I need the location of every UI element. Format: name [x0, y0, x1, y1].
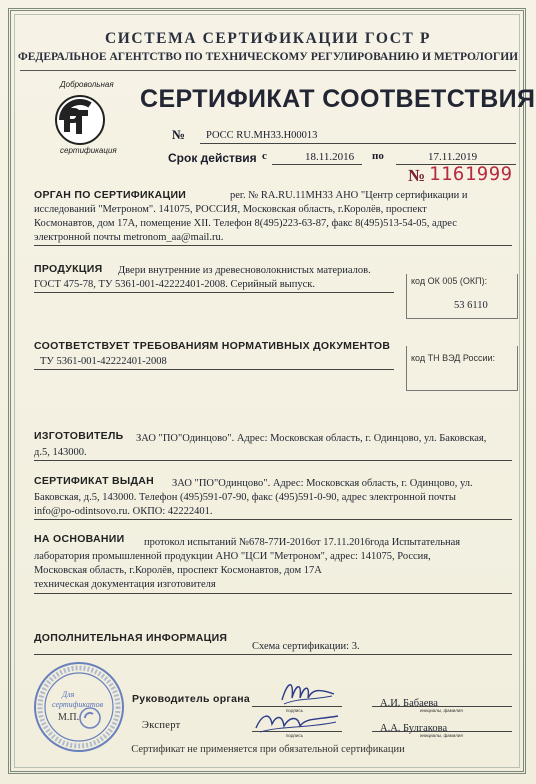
number-sign: №: [172, 127, 186, 142]
product-underline: [34, 292, 394, 293]
stamp-text-1: Для: [62, 690, 75, 699]
stamp-mp: М.П.: [58, 712, 80, 723]
certificate-title: СЕРТИФИКАТ СООТВЕТСТВИЯ: [140, 85, 536, 113]
head-signature-icon: [278, 676, 338, 708]
manufacturer-line-1: ЗАО "ПО"Одинцово". Адрес: Московская область, г. Одинцово, ул. Баковская,: [136, 433, 487, 444]
serial-number: 1161999: [429, 163, 513, 185]
certification-stamp: [32, 660, 126, 754]
basis-line-1: протокол испытаний №678-77И-2016от 17.11.2016года Испытательная: [144, 537, 461, 548]
validity-from-label: с: [262, 150, 267, 162]
basis-heading: НА ОСНОВАНИИ: [34, 533, 125, 545]
basis-line-2: лаборатория промышленной продукции АНО "ЦСИ "Метроном", адрес: 141075, Россия,: [34, 551, 431, 562]
validity-to-label: по: [372, 150, 384, 162]
issued-to-line-3: info@po-odintsovo.ru. ОКПО: 42222401.: [34, 506, 213, 517]
logo-top-caption: Добровольная: [60, 80, 114, 89]
head-of-organ-label: Руководитель органа: [132, 693, 251, 705]
basis-line-3: Московская область, г.Королёв, проспект Космонавтов, дом 17А: [34, 565, 322, 576]
manufacturer-heading: ИЗГОТОВИТЕЛЬ: [34, 430, 124, 442]
organ-line-2: исследований "Метроном". 141075, РОССИЯ, Московская область, г.Королёв, проспект: [34, 204, 427, 215]
expert-label: Эксперт: [142, 720, 181, 731]
organ-underline: [34, 245, 512, 246]
conformity-line-1: ТУ 5361-001-42222401-2008: [40, 356, 167, 367]
tnved-label: код ТН ВЭД России:: [411, 353, 496, 363]
expert-initials-caption: инициалы, фамилия: [420, 733, 463, 738]
additional-underline: [34, 654, 512, 655]
agency-name: ФЕДЕРАЛЬНОЕ АГЕНТСТВО ПО ТЕХНИЧЕСКОМУ РЕГУЛИРОВАНИЮ И МЕТРОЛОГИИ: [17, 51, 519, 63]
conformity-heading: СООТВЕТСТВУЕТ ТРЕБОВАНИЯМ НОРМАТИВНЫХ ДОКУМЕНТОВ: [34, 340, 391, 352]
basis-line-4: техническая документация изготовителя: [34, 579, 216, 590]
registration-number: РОСС RU.МН33.Н00013: [206, 130, 318, 141]
header-divider: [20, 70, 516, 71]
validity-from-date: 18.11.2016: [305, 151, 355, 163]
organ-line-4: электронной почты metronom_aa@mail.ru.: [34, 232, 224, 243]
head-initials-caption: инициалы, фамилия: [420, 708, 463, 713]
logo-bottom-caption: сертификация: [60, 146, 117, 155]
validity-label: Срок действия: [168, 151, 257, 165]
product-heading: ПРОДУКЦИЯ: [34, 263, 103, 275]
basis-underline: [34, 593, 512, 594]
issued-to-line-2: Баковская, д.5, 143000. Телефон (495)591-07-90, факс (495)591-0-90, адрес электронной почты: [34, 492, 456, 503]
stamp-text-2: сертификатов: [52, 700, 104, 709]
additional-heading: ДОПОЛНИТЕЛЬНАЯ ИНФОРМАЦИЯ: [34, 632, 228, 644]
pct-mark-icon: [40, 80, 128, 156]
product-line-1: Двери внутренние из древесноволокнистых материалов.: [118, 265, 371, 276]
product-line-2: ГОСТ 475-78, ТУ 5361-001-42222401-2008. Серийный выпуск.: [34, 279, 315, 290]
system-title: СИСТЕМА СЕРТИФИКАЦИИ ГОСТ Р: [104, 30, 432, 47]
from-date-underline: [272, 164, 362, 165]
number-underline: [200, 143, 516, 144]
validity-to-date: 17.11.2019: [428, 151, 478, 163]
organ-line-1: рег. № RA.RU.11МН33 АНО "Центр сертификации и: [230, 190, 468, 201]
okp-label: код ОК 005 (ОКП):: [411, 276, 488, 286]
okp-value: 53 6110: [454, 300, 488, 311]
expert-signature-icon: [250, 706, 342, 736]
expert-sign-caption: подпись: [286, 733, 304, 738]
head-sign-caption: подпись: [286, 708, 304, 713]
gost-r-logo: [40, 80, 128, 156]
manufacturer-line-2: д.5, 143000.: [34, 447, 87, 458]
conformity-underline: [34, 369, 394, 370]
expert-name: А.А. Булгакова: [380, 723, 448, 734]
serial-sign: №: [408, 166, 426, 185]
issued-to-heading: СЕРТИФИКАТ ВЫДАН: [34, 475, 155, 487]
head-name: А.И. Бабаева: [380, 698, 438, 709]
manufacturer-underline: [34, 460, 512, 461]
footer-note: Сертификат не применяется при обязательной сертификации: [131, 744, 405, 755]
issued-to-underline: [34, 519, 512, 520]
organ-line-3: Космонавтов, дом 17А, помещение XII. Телефон 8(495)223-63-87, факс 8(495)513-54-05, адрес: [34, 218, 457, 229]
issued-to-line-1: ЗАО "ПО"Одинцово". Адрес: Московская область, г. Одинцово, ул.: [172, 478, 473, 489]
certification-scheme: Схема сертификации: 3.: [252, 641, 360, 652]
organ-heading: ОРГАН ПО СЕРТИФИКАЦИИ: [34, 189, 187, 201]
